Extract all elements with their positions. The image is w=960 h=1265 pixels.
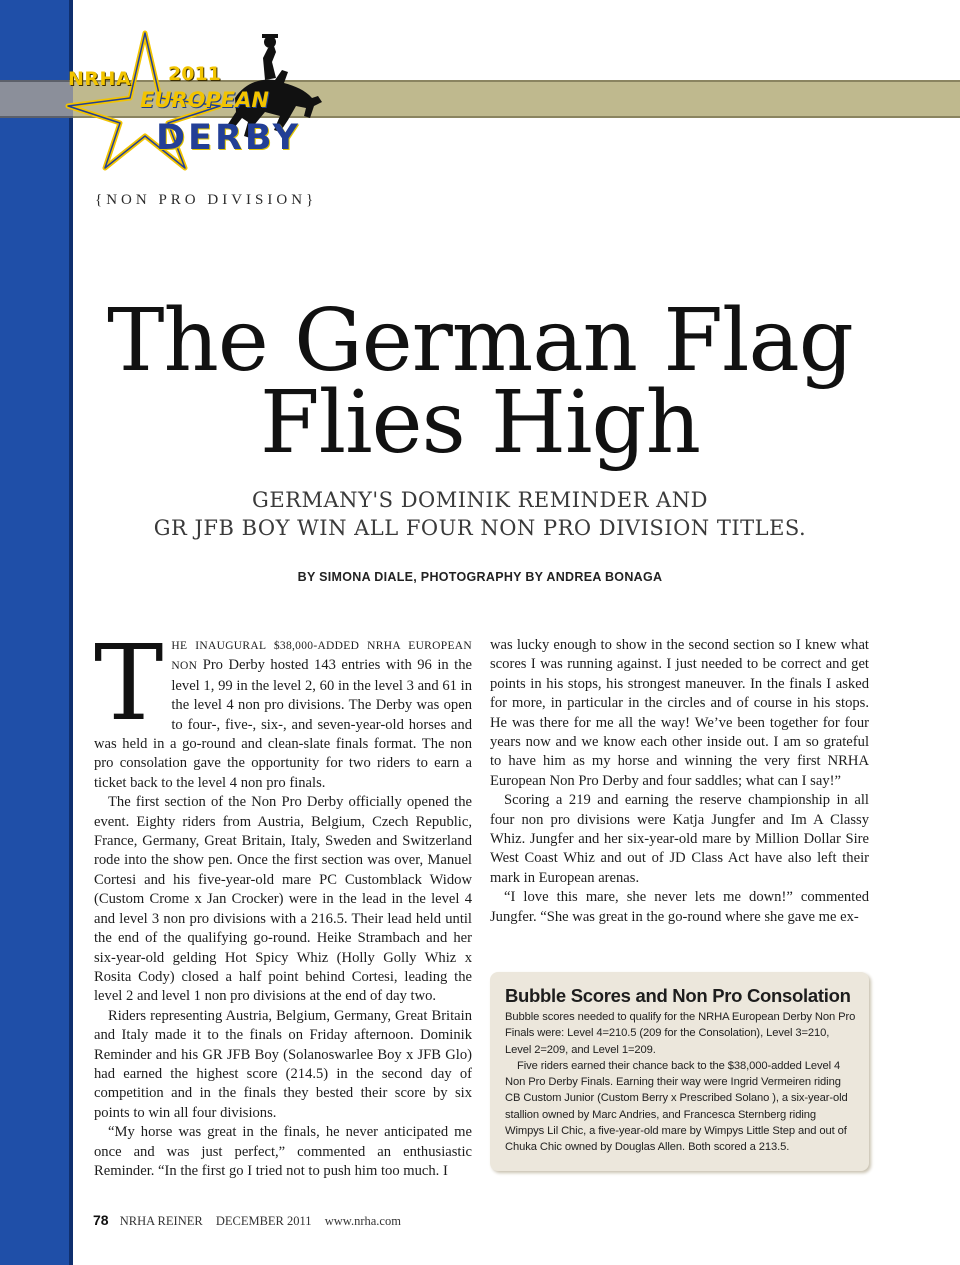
left-bar-edge bbox=[69, 0, 73, 1265]
paragraph-text: Pro Derby hosted 143 entries with 96 in the level 1, 99 in the level 2, 60 in the level 3 and 61 in the level 4 non pro divisions. The Derby was open to four-, five-, six-, and seven-year-old horses and was held in a go-round and clean-slate finals format. The non pro consolation gave the opportunity for two riders to earn a ticket back to the level 4 non pro finals. bbox=[94, 657, 472, 791]
article-column-left bbox=[94, 622, 472, 1181]
page-number: 78 bbox=[93, 1212, 109, 1228]
lead-in-caps: HE INAUGURAL $38,000-ADDED NRHA EUROPEAN NON bbox=[171, 640, 472, 673]
sidebar-body bbox=[505, 1009, 857, 1156]
article-paragraph bbox=[94, 622, 472, 793]
title-line-1: The German Flag bbox=[107, 291, 853, 391]
sidebar-box bbox=[490, 972, 869, 1171]
article-paragraph: was lucky enough to show in the second section so I knew what scores I was running against. I just needed to be correct and get points in his stops, his strongest maneuver. In the finals I asked for more, in particular in the circles and of course in his stops. He was there for me all the way! We’ve been together for four years now and we know each other inside out. I am so grateful to have him as my horse and winning the very first NRHA European Non Pro Derby and four saddles; what can I say!” bbox=[490, 637, 869, 789]
article-paragraph: The first section of the Non Pro Derby officially opened the event. Eighty riders from Austria, Belgium, Czech Republic, France, Germany, Great Britain, Italy, Sweden and Switzerland rode into the show pen. Once the first section was over, Manuel Cortesi and his five-year-old mare PC Customblack Widow (Custom Crome x Jan Crocker) were in the lead in the level 4 and level 3 non pro divisions with a 216.5. Their lead held until the end of the qualifying go-round. Heike Strambach and her six-year-old gelding Hot Spicy Whiz (Holly Golly Whiz x Rosita Cody) closed a half point behind Cortesi, leading the level 2 and level 1 non pro divisions at the end of day two. bbox=[94, 794, 472, 1005]
footer-magazine: NRHA REINER bbox=[119, 1214, 203, 1228]
byline: BY SIMONA DIALE, PHOTOGRAPHY BY ANDREA BONAGA bbox=[297, 570, 663, 584]
sidebar-title: Bubble Scores and Non Pro Consolation bbox=[505, 985, 851, 1006]
article-paragraph: “I love this mare, she never lets me down!” commented Jungfer. “She was great in the go-round where she gave me ex- bbox=[490, 889, 869, 925]
deck-line-1: GERMANY'S DOMINIK REMINDER AND bbox=[252, 488, 708, 512]
european-derby-logo bbox=[60, 28, 330, 173]
sidebar-paragraph: Five riders earned their chance back to the $38,000-added Level 4 Non Pro Derby Finals. Earning their way were Ingrid Vermeiren riding CB Custom Junior (Custom Berry x Prescribed Solano ), a six-year-old stallion owned by Marc Andries, and Francesca Sternberg riding Wimpys Lil Chic, a five-year-old mare by Wimpys Little Step and out of Chuka Chic owned by Douglas Allen. Both scored a 213.5. bbox=[505, 1059, 848, 1154]
article-paragraph: Riders representing Austria, Belgium, Germany, Great Britain and Italy made it to the finals on Friday afternoon. Dominik Reminder and his GR JFB Boy (Solanoswarlee Boy x JFB Glo) had earned the highest score (214.5) in the second day of competition and in the finals they bested their score by six points to win all four divisions. bbox=[94, 1007, 472, 1121]
logo-european-text: EUROPEAN bbox=[140, 88, 269, 112]
deck-line-2: GR JFB BOY WIN ALL FOUR NON PRO DIVISION TITLES. bbox=[153, 516, 807, 540]
footer-url[interactable]: www.nrha.com bbox=[324, 1214, 401, 1228]
logo-nrha-text: NRHA bbox=[68, 68, 132, 90]
footer-date: DECEMBER 2011 bbox=[215, 1214, 312, 1228]
section-tag: {NON PRO DIVISION} bbox=[95, 192, 318, 208]
left-color-bar bbox=[0, 0, 69, 1265]
article-paragraph: “My horse was great in the finals, he never anticipated me once and was just perfect,” commented an enthusiastic Reminder. “In the first go I tried not to push him too much. I bbox=[94, 1124, 472, 1179]
sidebar-paragraph: Bubble scores needed to qualify for the NRHA European Derby Non Pro Finals were: Level 4=210.5 (209 for the Consolation), Level 3=210, Level 2=209, and Level 1=209. bbox=[505, 1011, 856, 1056]
title-line-2: Flies High bbox=[260, 373, 700, 473]
logo-year-text: 2011 bbox=[168, 63, 221, 85]
article-deck bbox=[100, 486, 860, 542]
article-title bbox=[100, 291, 860, 473]
drop-cap: T bbox=[94, 622, 164, 744]
article-column-right bbox=[490, 636, 869, 927]
logo-derby-text: DERBY bbox=[156, 118, 302, 158]
article-paragraph: Scoring a 219 and earning the reserve championship in all four non pro divisions were Katja Jungfer and Im A Classy Whiz. Jungfer and her six-year-old mare by Million Dollar Sire West Coast Whiz and out of JD Class Act have also left their mark in European arenas. bbox=[490, 792, 869, 886]
page-footer bbox=[93, 1212, 411, 1229]
